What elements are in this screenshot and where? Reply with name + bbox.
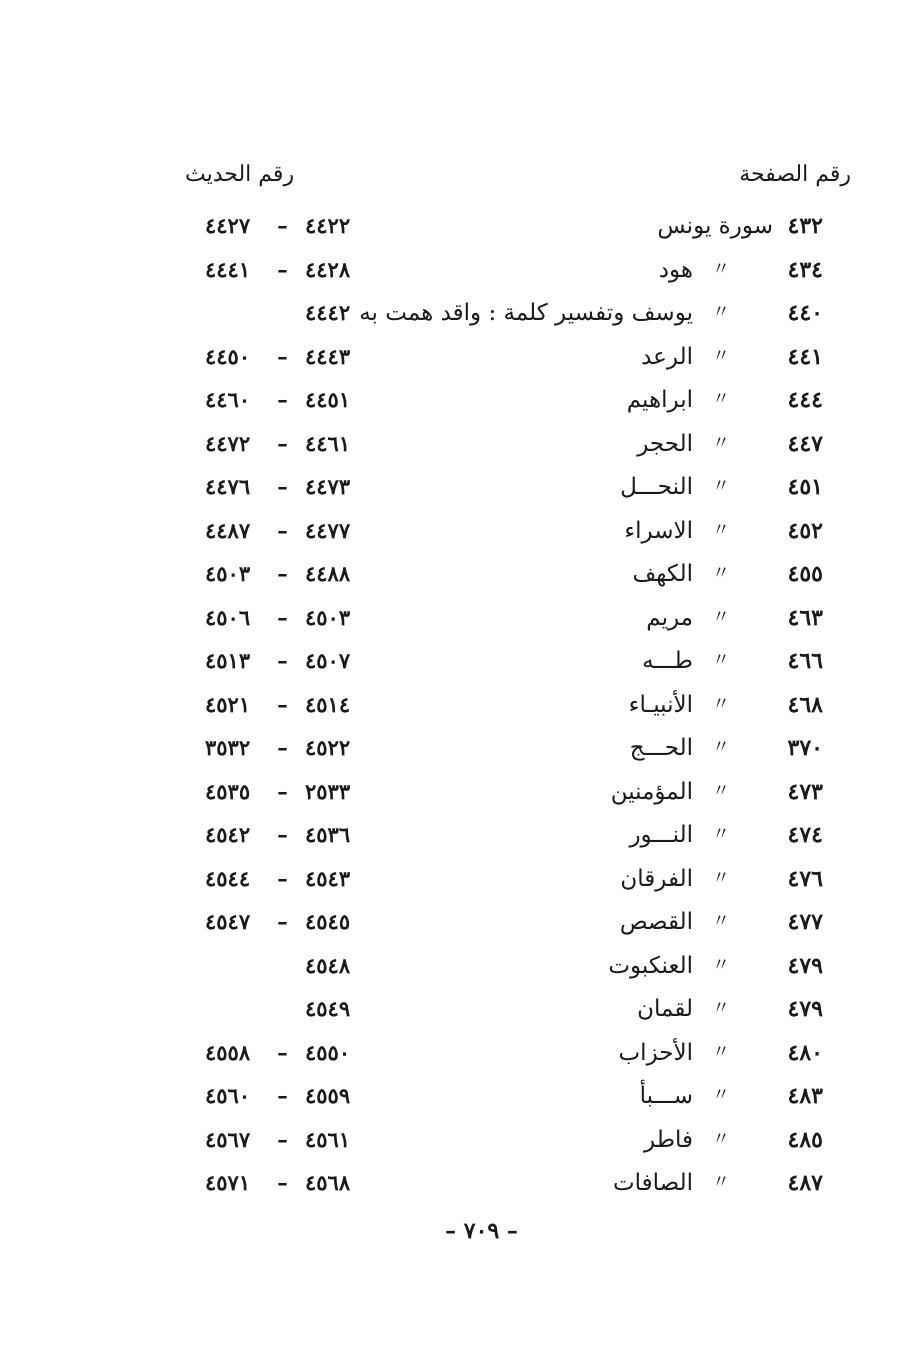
hadith-range-start: ٤٤٢٨ bbox=[305, 256, 351, 282]
row-page-number: ٤٣٤ bbox=[787, 256, 823, 283]
range-dash: – bbox=[277, 1126, 289, 1152]
table-row bbox=[0, 554, 923, 598]
ditto-mark: 〃 bbox=[712, 345, 730, 367]
hadith-range-start: ٢٥٣٣ bbox=[305, 778, 351, 804]
hadith-range-end: ٤٤٨٧ bbox=[205, 517, 251, 543]
hadith-range-start: ٤٥٤٨ bbox=[305, 952, 351, 978]
ditto-mark: 〃 bbox=[712, 258, 730, 280]
range-dash: – bbox=[277, 213, 289, 238]
hadith-range-start: ٤٥٥٠ bbox=[305, 1039, 351, 1065]
row-page-number: ٤٦٣ bbox=[787, 604, 823, 631]
hadith-range-start: ٤٤٧٣ bbox=[305, 474, 351, 499]
hadith-range-start: ٤٥٦٨ bbox=[305, 1170, 351, 1195]
page-footer bbox=[0, 1218, 923, 1244]
range-dash: – bbox=[277, 604, 289, 630]
range-dash: – bbox=[277, 909, 289, 934]
hadith-range-end: ٤٥٤٢ bbox=[205, 822, 251, 847]
table-row bbox=[0, 293, 923, 337]
row-page-number: ٤٤٧ bbox=[787, 430, 823, 457]
row-page-number: ٤٦٨ bbox=[787, 691, 823, 718]
hadith-range-end: ٤٥١٣ bbox=[205, 648, 251, 673]
hadith-range-end: ٤٥٠٣ bbox=[205, 561, 251, 586]
table-row bbox=[0, 859, 923, 903]
hadith-range-end: ٤٤٤١ bbox=[205, 256, 251, 282]
row-surah-name: فاطر bbox=[644, 1126, 693, 1153]
hadith-range-start: ٤٤٥١ bbox=[305, 387, 351, 412]
row-surah-name: الفرقان bbox=[620, 865, 693, 892]
row-surah-name: ســـبأ bbox=[639, 1083, 693, 1109]
range-dash: – bbox=[277, 648, 289, 673]
row-page-number: ٤٨٣ bbox=[787, 1083, 823, 1109]
row-page-number: ٤٥٥ bbox=[787, 561, 823, 587]
row-surah-name: هود bbox=[658, 256, 693, 283]
row-surah-name: يوسف وتفسير كلمة : واقد همت به bbox=[359, 300, 693, 326]
range-dash: – bbox=[277, 778, 289, 804]
row-page-number: ٤٧٦ bbox=[787, 865, 823, 892]
hadith-range-end: ٤٤٧٢ bbox=[205, 430, 251, 456]
row-surah-name: ابراهيم bbox=[626, 387, 693, 413]
hadith-range-start: ٤٥٢٢ bbox=[305, 735, 351, 760]
range-dash: – bbox=[277, 561, 289, 586]
row-surah-name: المؤمنين bbox=[610, 778, 693, 805]
hadith-range-start: ٤٤٧٧ bbox=[305, 517, 351, 543]
hadith-range-start: ٤٥٠٧ bbox=[305, 648, 351, 673]
range-dash: – bbox=[277, 343, 289, 369]
hadith-range-start: ٤٥٠٣ bbox=[305, 604, 351, 630]
row-page-number: ٤٥١ bbox=[787, 474, 823, 500]
hadith-range-start: ٤٤٢٢ bbox=[305, 213, 351, 238]
row-page-number: ٤٤١ bbox=[787, 343, 823, 370]
table-row bbox=[0, 641, 923, 685]
ditto-mark: 〃 bbox=[712, 302, 730, 323]
range-dash: – bbox=[277, 256, 289, 282]
table-row bbox=[0, 424, 923, 468]
row-surah-name: العنكبوت bbox=[608, 952, 693, 979]
hadith-range-end: ٤٥٦٧ bbox=[205, 1126, 251, 1152]
ditto-mark: 〃 bbox=[712, 1085, 730, 1106]
row-surah-name: الأنبيـاء bbox=[628, 691, 693, 718]
table-row bbox=[0, 1163, 923, 1207]
row-surah-name: الصافات bbox=[612, 1170, 693, 1196]
range-dash: – bbox=[277, 474, 289, 499]
row-surah-name: القصص bbox=[619, 909, 693, 935]
row-page-number: ٤٧٩ bbox=[787, 952, 823, 979]
range-dash: – bbox=[277, 865, 289, 891]
row-surah-name: طـــه bbox=[642, 648, 693, 674]
table-row bbox=[0, 598, 923, 642]
range-dash: – bbox=[277, 1039, 289, 1065]
hadith-range-end: ٤٤٧٦ bbox=[205, 474, 251, 499]
row-page-number: ٤٧٧ bbox=[787, 909, 823, 935]
row-page-number: ٤٨٧ bbox=[787, 1170, 823, 1196]
ditto-mark: 〃 bbox=[712, 432, 730, 454]
ditto-mark: 〃 bbox=[712, 519, 730, 541]
ditto-mark: 〃 bbox=[712, 650, 730, 671]
ditto-mark: 〃 bbox=[712, 911, 730, 932]
row-surah-name: الكهف bbox=[632, 561, 693, 587]
row-surah-name: الحـــج bbox=[629, 735, 693, 761]
row-surah-name: الأحزاب bbox=[618, 1039, 693, 1066]
table-row bbox=[0, 815, 923, 859]
table-row bbox=[0, 1120, 923, 1164]
hadith-range-end: ٤٥٧١ bbox=[205, 1170, 251, 1195]
hadith-range-end: ٤٥٦٠ bbox=[205, 1083, 251, 1108]
table-row bbox=[0, 1076, 923, 1120]
ditto-mark: 〃 bbox=[712, 563, 730, 584]
table-row bbox=[0, 206, 923, 250]
range-dash: – bbox=[277, 822, 289, 847]
hadith-range-end: ٤٥٤٧ bbox=[205, 909, 251, 934]
table-row bbox=[0, 946, 923, 990]
row-page-number: ٤٤٤ bbox=[787, 387, 823, 413]
row-page-number: ٤٨٥ bbox=[787, 1126, 823, 1153]
hadith-range-end: ٤٥٠٦ bbox=[205, 604, 251, 630]
row-surah-name: الاسراء bbox=[624, 517, 693, 544]
row-surah-name: الرعد bbox=[641, 343, 693, 370]
hadith-number-column-header: رقم الحديث bbox=[185, 162, 295, 187]
table-row bbox=[0, 989, 923, 1033]
ditto-mark: 〃 bbox=[712, 737, 730, 758]
ditto-mark: 〃 bbox=[712, 867, 730, 889]
table-row bbox=[0, 772, 923, 816]
row-surah-name: الحجر bbox=[637, 430, 693, 457]
hadith-range-end: ٤٤٥٠ bbox=[205, 343, 251, 369]
table-row bbox=[0, 1033, 923, 1077]
range-dash: – bbox=[277, 430, 289, 456]
table-row bbox=[0, 902, 923, 946]
row-surah-name: سورة يونس bbox=[657, 213, 773, 239]
index-table bbox=[0, 206, 923, 1207]
hadith-range-end: ٤٥٥٨ bbox=[205, 1039, 251, 1065]
ditto-mark: 〃 bbox=[712, 824, 730, 845]
hadith-range-start: ٤٥٣٦ bbox=[305, 822, 351, 847]
ditto-mark: 〃 bbox=[712, 1172, 730, 1193]
ditto-mark: 〃 bbox=[712, 1041, 730, 1063]
row-surah-name: مريم bbox=[646, 604, 693, 631]
row-surah-name: النحـــل bbox=[620, 474, 693, 500]
ditto-mark: 〃 bbox=[712, 1128, 730, 1150]
hadith-range-start: ٤٥٤٥ bbox=[305, 909, 351, 934]
hadith-range-start: ٤٤٤٢ bbox=[305, 300, 351, 325]
row-page-number: ٤٦٦ bbox=[787, 648, 823, 674]
hadith-range-start: ٤٥٦١ bbox=[305, 1126, 351, 1152]
table-row bbox=[0, 380, 923, 424]
range-dash: – bbox=[277, 735, 289, 760]
range-dash: – bbox=[277, 387, 289, 412]
ditto-mark: 〃 bbox=[712, 693, 730, 715]
row-page-number: ٤٣٢ bbox=[787, 213, 823, 239]
hadith-range-end: ٤٥٢١ bbox=[205, 691, 251, 717]
hadith-range-start: ٤٥٥٩ bbox=[305, 1083, 351, 1108]
ditto-mark: 〃 bbox=[712, 476, 730, 497]
row-page-number: ٣٧٠ bbox=[787, 735, 823, 761]
row-page-number: ٤٧٣ bbox=[787, 778, 823, 805]
table-row bbox=[0, 467, 923, 511]
page-number-column-header: رقم الصفحة bbox=[739, 162, 851, 187]
row-page-number: ٤٧٩ bbox=[787, 996, 823, 1022]
hadith-range-start: ٤٥٤٣ bbox=[305, 865, 351, 891]
row-page-number: ٤٤٠ bbox=[787, 300, 823, 326]
row-surah-name: لقمان bbox=[637, 996, 693, 1022]
row-page-number: ٤٥٢ bbox=[787, 517, 823, 544]
hadith-range-start: ٤٥١٤ bbox=[305, 691, 351, 717]
row-surah-name: النـــور bbox=[629, 822, 693, 848]
hadith-range-start: ٤٥٤٩ bbox=[305, 996, 351, 1021]
hadith-range-end: ٣٥٣٢ bbox=[205, 735, 251, 760]
row-page-number: ٤٧٤ bbox=[787, 822, 823, 848]
hadith-range-end: ٤٥٤٤ bbox=[205, 865, 251, 891]
hadith-range-end: ٤٥٣٥ bbox=[205, 778, 251, 804]
table-row bbox=[0, 511, 923, 555]
range-dash: – bbox=[277, 1170, 289, 1195]
hadith-range-start: ٤٤٨٨ bbox=[305, 561, 351, 586]
ditto-mark: 〃 bbox=[712, 998, 730, 1019]
range-dash: – bbox=[277, 517, 289, 543]
ditto-mark: 〃 bbox=[712, 606, 730, 628]
table-row bbox=[0, 337, 923, 381]
range-dash: – bbox=[277, 691, 289, 717]
row-page-number: ٤٨٠ bbox=[787, 1039, 823, 1066]
table-row bbox=[0, 685, 923, 729]
hadith-range-start: ٤٤٤٣ bbox=[305, 343, 351, 369]
range-dash: – bbox=[277, 1083, 289, 1108]
ditto-mark: 〃 bbox=[712, 780, 730, 802]
footer-page-number: – ٧٠٩ – bbox=[445, 1218, 518, 1244]
ditto-mark: 〃 bbox=[712, 389, 730, 410]
table-row bbox=[0, 250, 923, 294]
ditto-mark: 〃 bbox=[712, 954, 730, 976]
table-row bbox=[0, 728, 923, 772]
hadith-range-end: ٤٤٦٠ bbox=[205, 387, 251, 412]
hadith-range-start: ٤٤٦١ bbox=[305, 430, 351, 456]
hadith-range-end: ٤٤٢٧ bbox=[205, 213, 251, 238]
